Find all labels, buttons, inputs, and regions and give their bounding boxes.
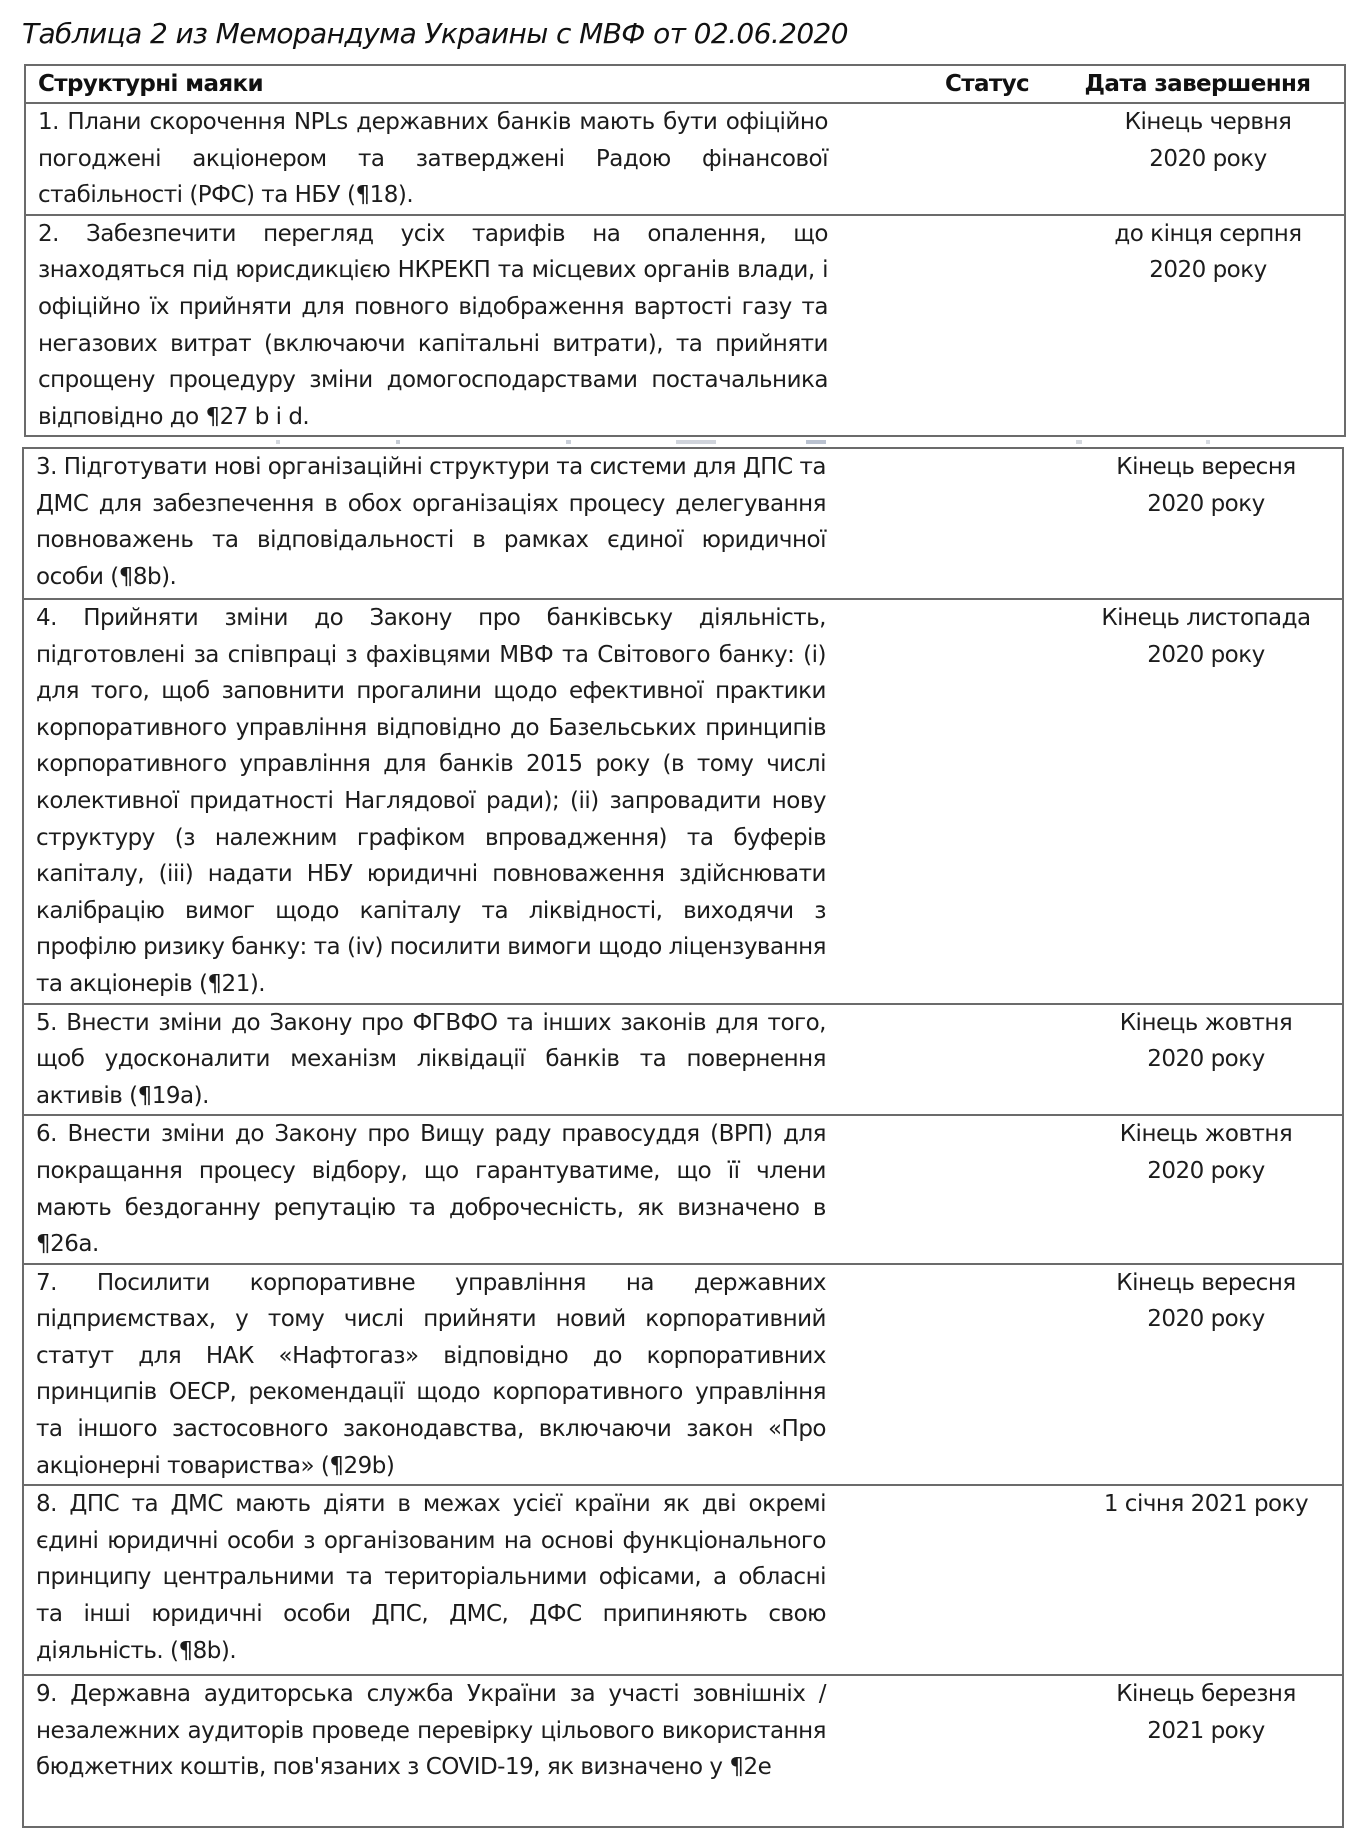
benchmark-description: 2. Забезпечити перегляд усіх тарифів на опалення, що знаходяться під юрисдикцією НКРЕКП та місцевих органів влади, і офіційно їх прийняти для повного відображення вартості газу та негазових витрат (включаючи капітальні витрати), та прийняти спрощену процедуру зміни домогосподарствами постачальника відповідно до ¶27 b і d. [38,220,828,430]
table-row [23,599,1343,1004]
table-row [25,215,1345,437]
status-cell [823,1485,1063,1675]
table-row [23,1485,1343,1675]
completion-date-cell [1063,1004,1343,1116]
status-cell [823,1264,1063,1486]
benchmark-description: 8. ДПС та ДМС мають діяти в межах усієї країни як дві окремі єдині юридичні особи з організованим на основі функціонального принципу центральними та територіальними офісами, а обласні та інші юридичні особи ДПС, ДМС, ДФС припиняють свою діяльність. (¶8b). [36,1491,826,1664]
completion-date-cell [1063,1485,1343,1675]
benchmark-description-cell [23,1115,826,1263]
completion-date: 1 січня 2021 року [1103,1491,1309,1518]
benchmark-description: 7. Посилити корпоративне управління на державних підприємствах, у тому числі прийняти новий корпоративний статут для НАК «Нафтогаз» відповідно до корпоративних принципів ОЕСР, рекомендації щодо корпоративного управління та іншого застосовного законодавства, включаючи закон «Про акціонерні товариства» (¶29b) [36,1269,826,1479]
completion-date-cell [1065,103,1345,215]
status-cell [823,1004,1063,1116]
benchmark-description: 1. Плани скорочення NPLs державних банків мають бути офіційно погоджені акціонером та затверджені Радою фінансової стабільності (РФС) та НБУ (¶18). [38,109,828,209]
table-header-row [25,65,1345,103]
column-header-status: Статус [825,65,1065,103]
completion-date: Кінець березня 2021 року [1116,1681,1296,1744]
completion-date: Кінець жовтня 2020 року [1119,1121,1293,1184]
status-cell [825,103,1065,215]
document-title: Таблица 2 из Меморандума Украины с МВФ от 02.06.2020 [22,17,848,50]
scan-seam-divider [26,440,1336,444]
status-cell [823,448,1063,599]
completion-date-cell [1063,1115,1343,1263]
completion-date: Кінець листопада 2020 року [1101,605,1311,668]
status-cell [823,599,1063,1004]
benchmark-description: 3. Підготувати нові організаційні структури та системи для ДПС та ДМС для забезпечення в обох організаціях процесу делегування повноважень та відповідальності в рамках єдиної юридичної особи (¶8b). [36,454,826,590]
completion-date: Кінець червня 2020 року [1124,109,1292,172]
benchmark-description-cell [23,599,826,1004]
completion-date: Кінець вересня 2020 року [1116,1269,1296,1333]
benchmark-description-cell [25,103,828,215]
table-row [23,1264,1343,1486]
benchmark-description-cell [23,1264,826,1486]
table-row [23,1004,1343,1116]
benchmark-description-cell [23,1675,826,1827]
benchmarks-table-part-2 [22,447,1344,1828]
benchmarks-table-part-1 [24,64,1346,437]
status-cell [823,1115,1063,1263]
benchmark-description-cell [23,1004,826,1116]
status-cell [823,1675,1063,1827]
completion-date: Кінець жовтня 2020 року [1119,1009,1293,1073]
completion-date-cell [1063,1264,1343,1486]
benchmark-description: 4. Прийняти зміни до Закону про банківську діяльність, підготовлені за співпраці з фахівцями МВФ та Світового банку: (i) для того, щоб заповнити прогалини щодо ефективної практики корпоративного управління відповідно до Базельських принципів корпоративного управління для банків 2015 року (в тому числі колективної придатності Наглядової ради); (ii) запровадити нову структуру (з належним графіком впровадження) та буферів капіталу, (iii) надати НБУ юридичні повноваження здійснювати калібрацію вимог щодо капіталу та ліквідності, виходячи з профілю ризику банку: та (iv) посилити вимоги щодо ліцензування та акціонерів (¶21). [36,605,826,997]
table-row [23,1675,1343,1827]
benchmark-description: 6. Внести зміни до Закону про Вищу раду правосуддя (ВРП) для покращання процесу відбору, що гарантуватиме, що її члени мають бездоганну репутацію та доброчесність, як визначено в ¶26a. [36,1121,826,1258]
completion-date-cell [1063,599,1343,1004]
benchmark-description-cell [25,215,828,437]
column-header-benchmarks: Структурні маяки [25,65,825,103]
status-cell [825,215,1065,437]
completion-date: до кінця серпня 2020 року [1114,220,1302,284]
benchmark-description: 5. Внести зміни до Закону про ФГВФО та інших законів для того, щоб удосконалити механізм ліквідації банків та повернення активів (¶19a). [36,1009,826,1109]
completion-date-cell [1065,215,1345,437]
benchmark-description: 9. Державна аудиторська служба України за участі зовнішніх / незалежних аудиторів проведе перевірку цільового використання бюджетних коштів, пов'язаних з COVID-19, як визначено у ¶2e [36,1681,826,1781]
column-header-completion-date: Дата завершення [1065,65,1345,103]
benchmark-description-cell [23,448,826,599]
completion-date: Кінець вересня 2020 року [1116,454,1296,517]
completion-date-cell [1063,1675,1343,1827]
benchmark-description-cell [23,1485,826,1675]
completion-date-cell [1063,448,1343,599]
table-row [25,103,1345,215]
table-row [23,448,1343,599]
table-row [23,1115,1343,1263]
